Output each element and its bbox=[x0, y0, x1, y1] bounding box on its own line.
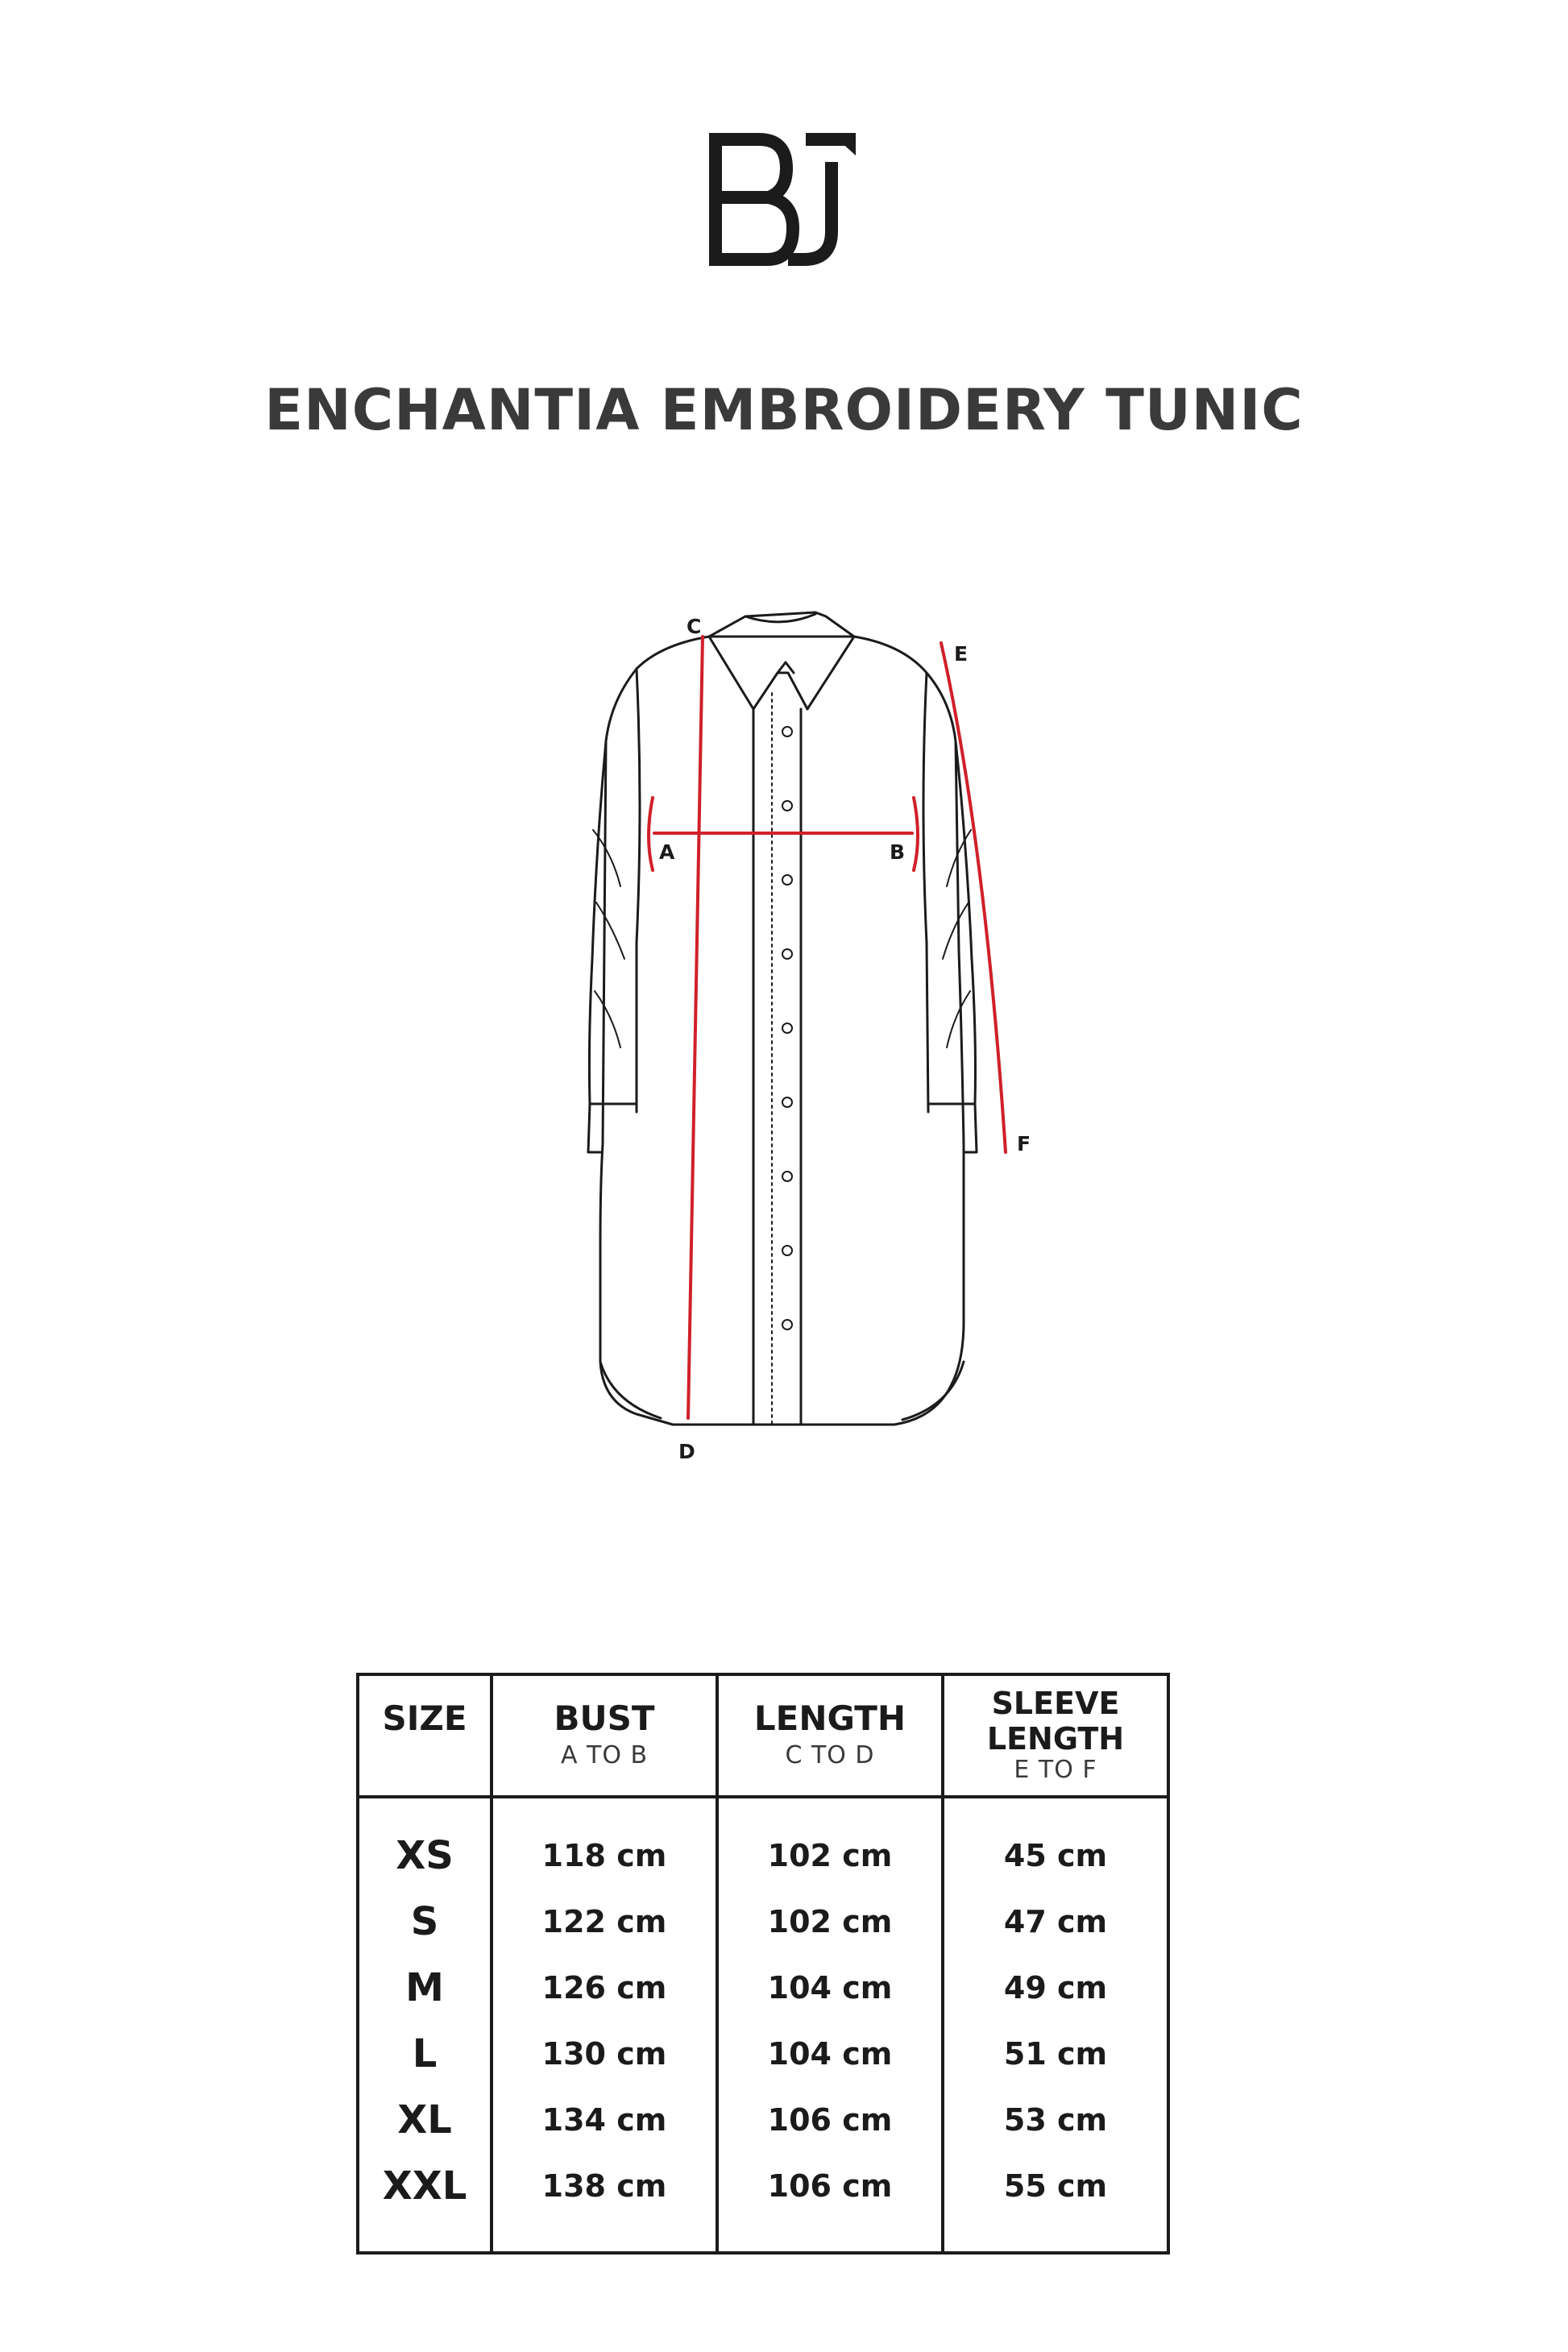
bust-value: 138 cm bbox=[541, 2168, 667, 2204]
header-size-label: SIZE bbox=[382, 1699, 467, 1738]
sleeve-value: 55 cm bbox=[1003, 2168, 1108, 2204]
point-c-label: C bbox=[687, 615, 702, 638]
point-b-label: B bbox=[890, 840, 906, 864]
size-value: XXL bbox=[382, 2163, 467, 2209]
length-value: 104 cm bbox=[767, 1970, 893, 2006]
size-value: S bbox=[410, 1899, 439, 1944]
length-line bbox=[688, 637, 703, 1418]
header-sleeve-line2: LENGTH bbox=[986, 1721, 1125, 1757]
length-value: 106 cm bbox=[767, 2102, 893, 2138]
length-value: 104 cm bbox=[767, 2036, 893, 2072]
length-column bbox=[717, 1797, 943, 2253]
header-length-label: LENGTH bbox=[753, 1699, 906, 1738]
header-length-sub: C TO D bbox=[785, 1741, 875, 1769]
length-value: 102 cm bbox=[767, 1904, 893, 1939]
length-value: 106 cm bbox=[767, 2168, 893, 2204]
header-bust-label: BUST bbox=[554, 1699, 655, 1738]
sleeve-value: 53 cm bbox=[1003, 2102, 1108, 2138]
header-size bbox=[358, 1674, 492, 1797]
size-value: L bbox=[412, 2031, 438, 2076]
buttons bbox=[782, 727, 792, 1329]
bust-column bbox=[492, 1797, 717, 2253]
sleeve-value: 47 cm bbox=[1003, 1904, 1108, 1939]
bust-value: 134 cm bbox=[541, 2102, 667, 2138]
header-length bbox=[717, 1674, 943, 1797]
point-f-label: F bbox=[1017, 1132, 1031, 1155]
size-value: M bbox=[405, 1965, 444, 2010]
table-body-row bbox=[358, 1797, 1168, 2253]
bust-bracket-b bbox=[914, 798, 918, 870]
point-a-label: A bbox=[659, 840, 675, 864]
sleeve-value: 51 cm bbox=[1003, 2036, 1108, 2072]
bust-value: 122 cm bbox=[541, 1904, 667, 1939]
header-sleeve-sub: E TO F bbox=[1014, 1756, 1097, 1784]
size-chart-table bbox=[356, 1673, 1170, 2255]
bust-value: 130 cm bbox=[541, 2036, 667, 2072]
sleeve-value: 49 cm bbox=[1003, 1970, 1108, 2006]
header-bust bbox=[492, 1674, 717, 1797]
size-column bbox=[358, 1797, 492, 2253]
size-value: XS bbox=[396, 1833, 454, 1878]
sleeve-value: 45 cm bbox=[1003, 1838, 1108, 1873]
bust-bracket-a bbox=[649, 798, 653, 870]
header-sleeve-label bbox=[944, 1686, 1167, 1757]
size-value: XL bbox=[397, 2097, 452, 2143]
point-d-label: D bbox=[678, 1440, 695, 1463]
bust-value: 126 cm bbox=[541, 1970, 667, 2006]
header-sleeve-line1: SLEEVE bbox=[991, 1686, 1120, 1721]
header-sleeve bbox=[943, 1674, 1168, 1797]
point-e-label: E bbox=[954, 642, 969, 666]
header-bust-sub: A TO B bbox=[560, 1741, 649, 1769]
table-header-row bbox=[358, 1674, 1168, 1797]
bust-value: 118 cm bbox=[541, 1838, 667, 1873]
length-value: 102 cm bbox=[767, 1838, 893, 1873]
product-title: ENCHANTIA EMBROIDERY TUNIC bbox=[264, 377, 1304, 443]
sleeve-column bbox=[943, 1797, 1168, 2253]
